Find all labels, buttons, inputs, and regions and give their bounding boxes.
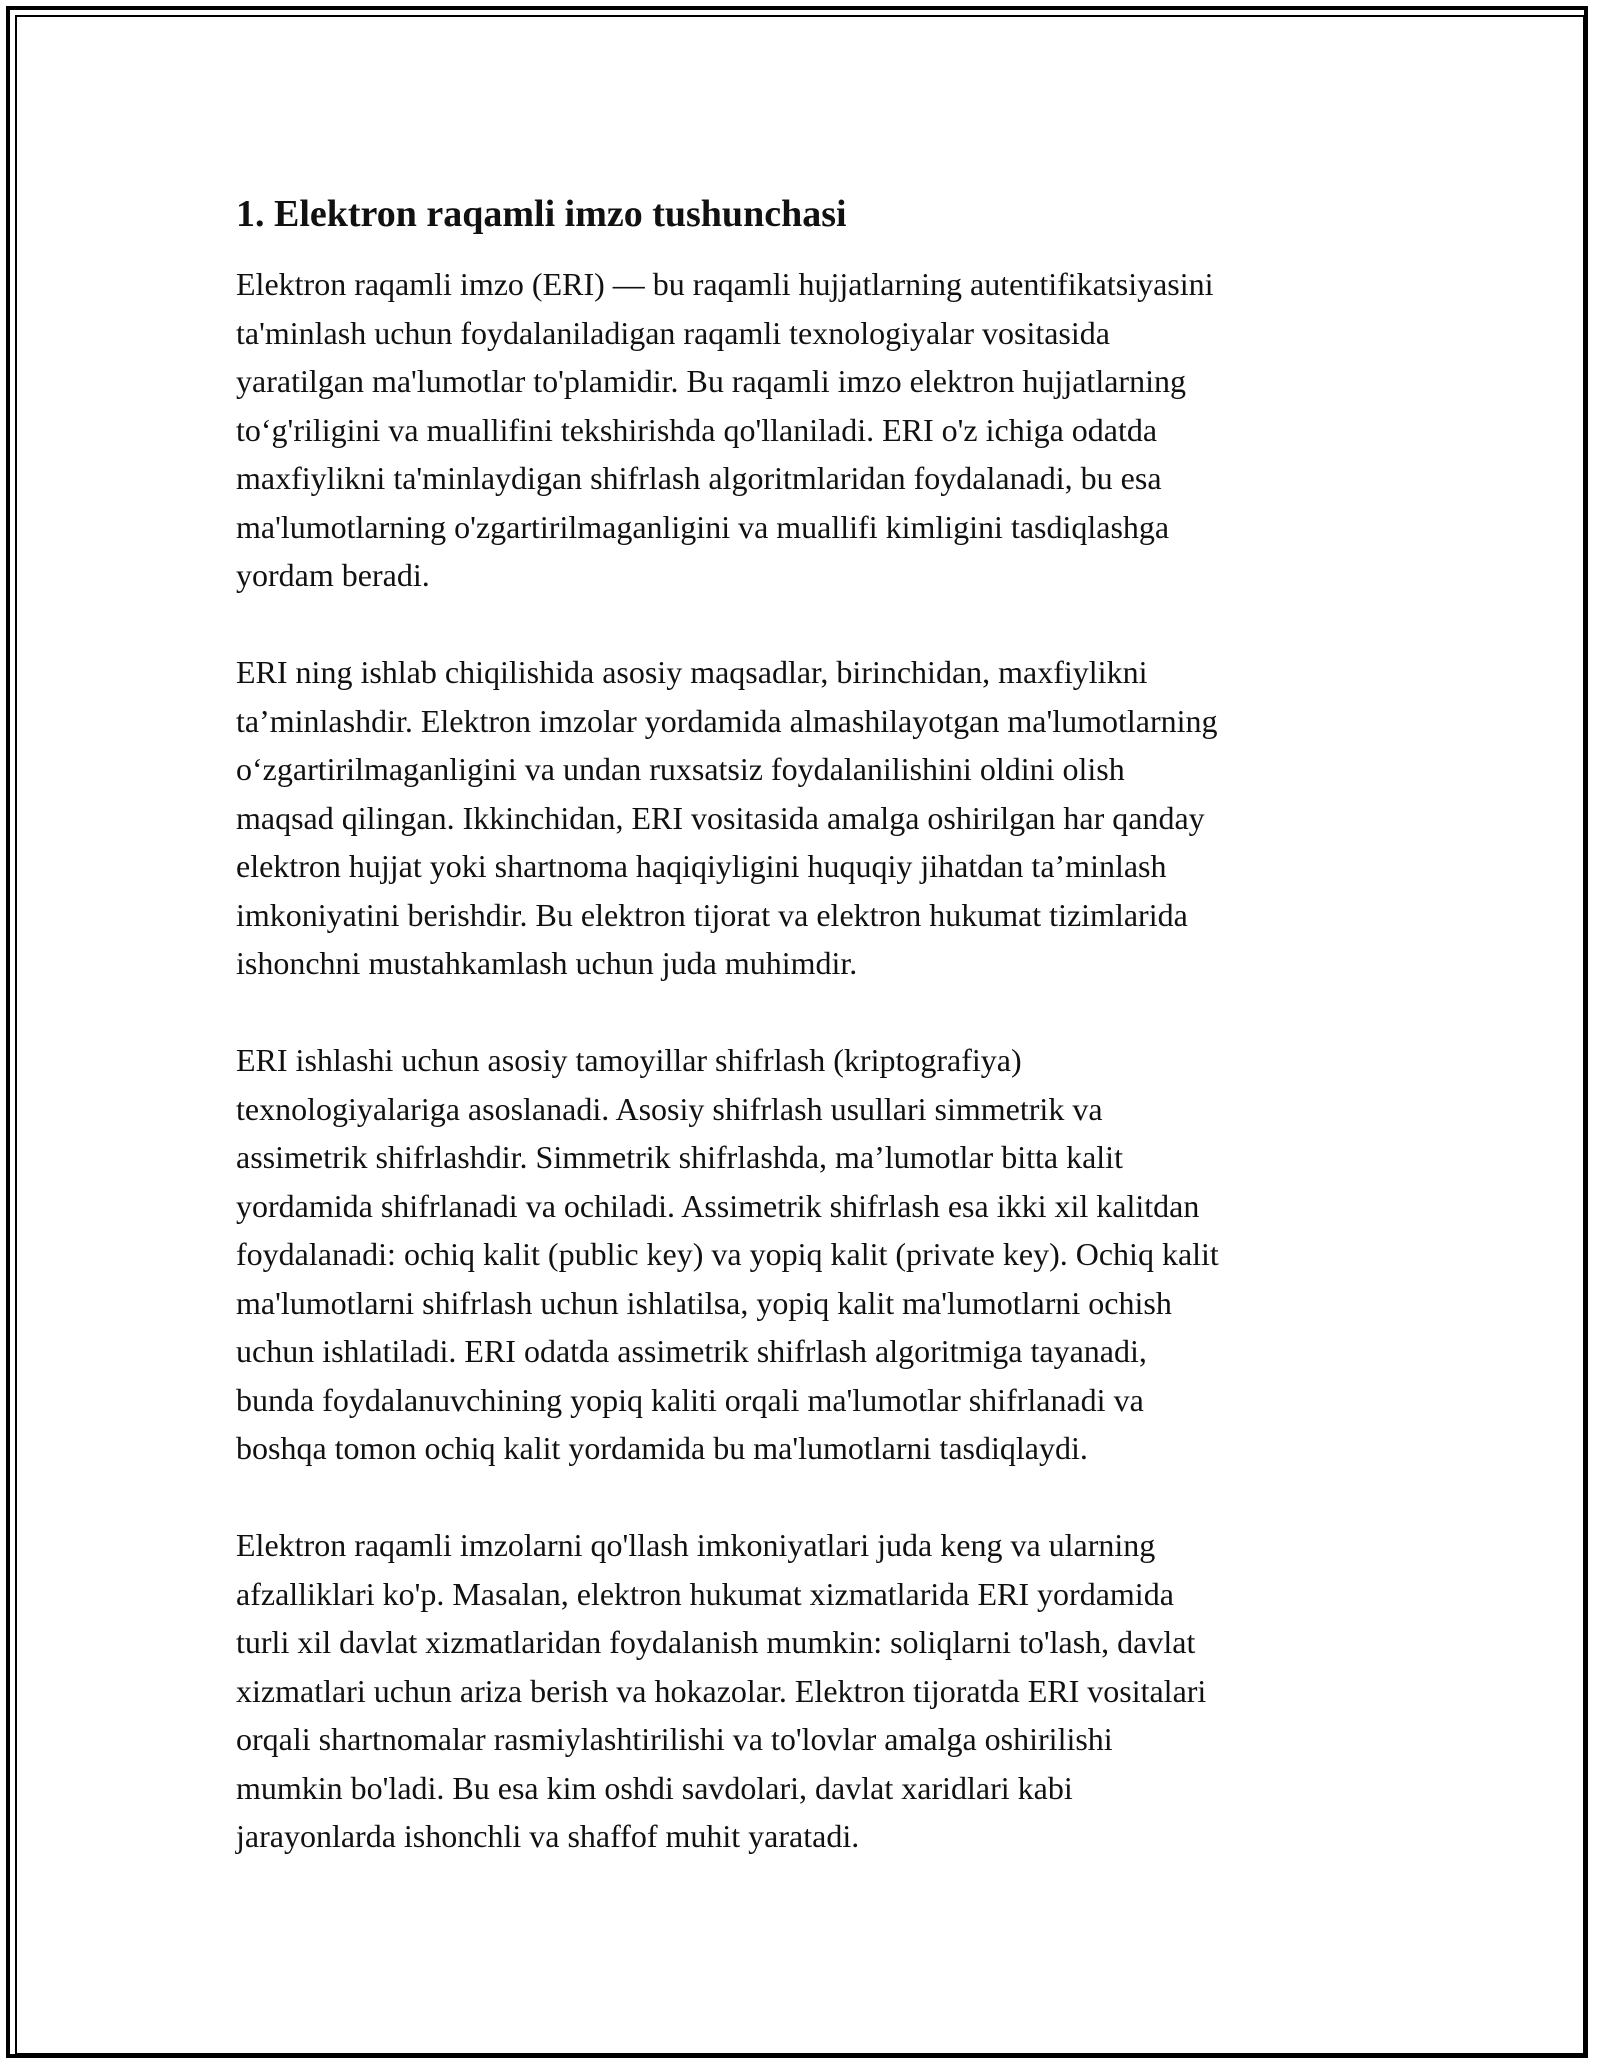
paragraph-spacer (236, 988, 1376, 1037)
paragraph-4: Elektron raqamli imzolarni qo'llash imkoniyatlari juda keng va ularning afzalliklari ko'p. Masalan, elektron hukumat xizmatlarida ERI yordamida turli xil davlat xizmatlaridan foydalanish mumkin: soliqlarni to'lash, davlat xizmatlari uchun ariza berish va hokazolar. Elektron tijoratda ERI vositalari orqali shartnomalar rasmiylashtirilishi va to'lovlar amalga oshirilishi mumkin bo'ladi. Bu esa kim oshdi savdolari, davlat xaridlari kabi jarayonlarda ishonchli va shaffof muhit yaratadi. (236, 1527, 1207, 1854)
document-body (236, 186, 1376, 1861)
section-heading: 1. Elektron raqamli imzo tushunchasi (236, 193, 847, 235)
paragraph-2: ERI ning ishlab chiqilishida asosiy maqsadlar, birinchidan, maxfiylikni ta’minlashdir. Elektron imzolar yordamida almashilayotgan ma'lumotlarning o‘zgartirilmaganligini va undan ruxsatsiz foydalanilishini oldini olish maqsad qilingan. Ikkinchidan, ERI vositasida amalga oshirilgan har qanday elektron hujjat yoki shartnoma haqiqiyligini huquqiy jihatdan ta’minlash imkoniyatini berishdir. Bu elektron tijorat va elektron hukumat tizimlarida ishonchni mustahkamlash uchun juda muhimdir. (236, 654, 1218, 981)
paragraph-spacer (236, 1473, 1376, 1522)
paragraph-spacer (236, 600, 1376, 649)
paragraph-1: Elektron raqamli imzo (ERI) — bu raqamli hujjatlarning autentifikatsiyasini ta'minlash uchun foydalaniladigan raqamli texnologiyalar vositasida yaratilgan ma'lumotlar to'plamidir. Bu raqamli imzo elektron hujjatlarning to‘g'riligini va muallifini tekshirishda qo'llaniladi. ERI o'z ichiga odatda maxfiylikni ta'minlaydigan shifrlash algoritmlaridan foydalanadi, bu esa ma'lumotlarning o'zgartirilmaganligini va muallifi kimligini tasdiqlashga yordam beradi. (236, 266, 1214, 593)
paragraph-3: ERI ishlashi uchun asosiy tamoyillar shifrlash (kriptografiya) texnologiyalariga asoslanadi. Asosiy shifrlash usullari simmetrik va assimetrik shifrlashdir. Simmetrik shifrlashda, ma’lumotlar bitta kalit yordamida shifrlanadi va ochiladi. Assimetrik shifrlash esa ikki xil kalitdan foydalanadi: ochiq kalit (public key) va yopiq kalit (private key). Ochiq kalit ma'lumotlarni shifrlash uchun ishlatilsa, yopiq kalit ma'lumotlarni ochish uchun ishlatiladi. ERI odatda assimetrik shifrlash algoritmiga tayanadi, bunda foydalanuvchining yopiq kaliti orqali ma'lumotlar shifrlanadi va boshqa tomon ochiq kalit yordamida bu ma'lumotlarni tasdiqlaydi. (236, 1042, 1219, 1466)
